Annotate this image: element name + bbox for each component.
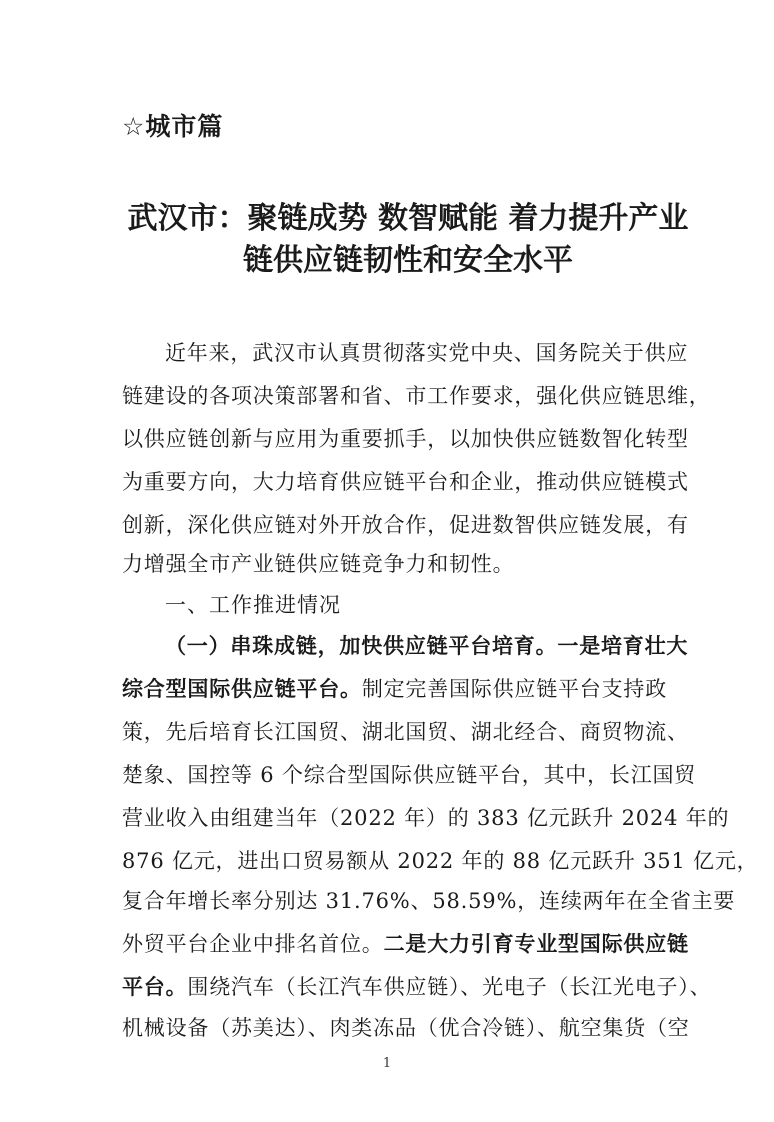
page-number: 1	[382, 1056, 392, 1071]
intro-line-2: 链建设的各项决策部署和省、市工作要求，强化供应链思维，	[122, 384, 711, 408]
section-label: ☆城市篇	[122, 112, 224, 141]
intro-line-4: 为重要方向，大力培育供应链平台和企业，推动供应链模式	[122, 470, 689, 494]
body-line-8	[122, 929, 689, 959]
title-line-2: 链供应链韧性和安全水平	[243, 243, 573, 278]
body-line-9-bold: 平台。	[122, 975, 188, 999]
body-line-4: 楚象、国控等 6 个综合型国际供应链平台，其中，长江国贸	[122, 763, 697, 787]
title-line-1: 武汉市：聚链成势 数智赋能 着力提升产业	[127, 201, 689, 236]
intro-line-6: 力增强全市产业链供应链竞争力和韧性。	[122, 552, 515, 576]
body-line-10: 机械设备（苏美达）、肉类冻品（优合冷链）、航空集货（空	[122, 1016, 690, 1040]
document-title	[118, 198, 698, 282]
intro-line-1: 近年来，武汉市认真贯彻落实党中央、国务院关于供应	[165, 341, 689, 365]
heading-work-progress: 一、工作推进情况	[165, 593, 341, 617]
body-line-5: 营业收入由组建当年（2022 年）的 383 亿元跃升 2024 年的	[122, 806, 730, 830]
body-line-7: 复合年增长率分别达 31.76%、58.59%，连续两年在全省主要	[122, 889, 736, 913]
body-line-1: （一）串珠成链，加快供应链平台培育。一是培育壮大	[165, 634, 689, 658]
intro-line-5: 创新，深化供应链对外开放合作，促进数智供应链发展，有	[122, 513, 689, 537]
body-line-8-bold: 二是大力引育专业型国际供应链	[383, 932, 689, 956]
body-line-9-text: 围绕汽车（长江汽车供应链）、光电子（长江光电子）、	[187, 975, 712, 999]
body-line-2-bold: 综合型国际供应链平台。	[122, 677, 362, 701]
body-line-8-text: 外贸平台企业中排名首位。	[122, 932, 384, 956]
body-line-2-text: 制定完善国际供应链平台支持政	[361, 677, 668, 701]
body-line-3: 策，先后培育长江国贸、湖北国贸、湖北经合、商贸物流、	[122, 720, 689, 744]
intro-line-3: 以供应链创新与应用为重要抓手，以加快供应链数智化转型	[122, 427, 689, 451]
body-line-9	[122, 972, 711, 1002]
body-line-2	[122, 674, 667, 704]
body-line-6: 876 亿元，进出口贸易额从 2022 年的 88 亿元跃升 351 亿元，	[122, 849, 759, 873]
